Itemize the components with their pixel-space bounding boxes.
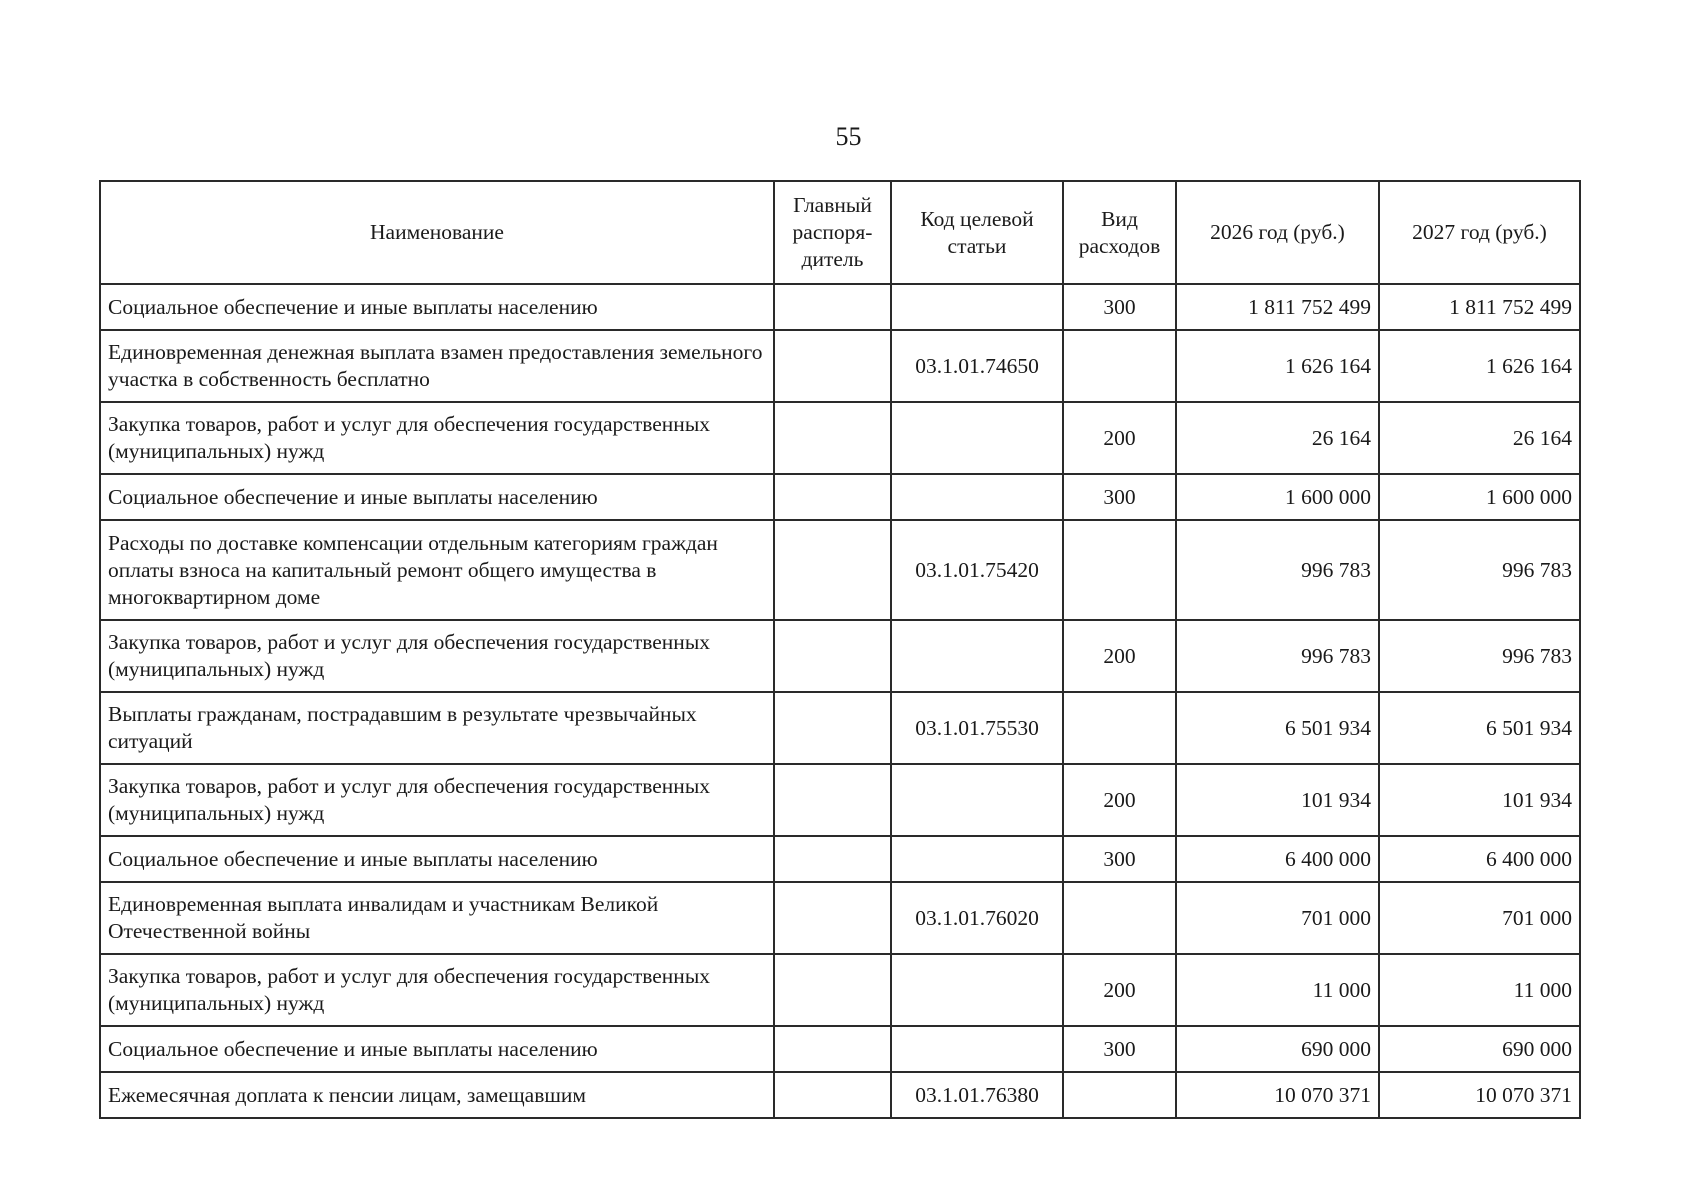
cell-type [1063, 520, 1176, 620]
cell-2027: 11 000 [1379, 954, 1580, 1026]
cell-2027: 1 811 752 499 [1379, 284, 1580, 330]
cell-manager [774, 1072, 891, 1118]
cell-code: 03.1.01.75420 [891, 520, 1063, 620]
cell-code [891, 284, 1063, 330]
cell-2027: 26 164 [1379, 402, 1580, 474]
table-header-row [100, 181, 1580, 284]
cell-2027: 701 000 [1379, 882, 1580, 954]
table-row [100, 474, 1580, 520]
cell-name: Закупка товаров, работ и услуг для обеспечения государственных (муниципальных) нужд [100, 620, 774, 692]
cell-2026: 6 400 000 [1176, 836, 1379, 882]
cell-2026: 996 783 [1176, 520, 1379, 620]
cell-2026: 26 164 [1176, 402, 1379, 474]
cell-code: 03.1.01.74650 [891, 330, 1063, 402]
cell-2027: 1 600 000 [1379, 474, 1580, 520]
cell-2027: 101 934 [1379, 764, 1580, 836]
cell-manager [774, 330, 891, 402]
table-row [100, 954, 1580, 1026]
cell-type: 200 [1063, 620, 1176, 692]
cell-type: 200 [1063, 764, 1176, 836]
page-number: 55 [835, 122, 862, 151]
cell-2026: 101 934 [1176, 764, 1379, 836]
cell-manager [774, 520, 891, 620]
cell-code [891, 1026, 1063, 1072]
cell-2026: 690 000 [1176, 1026, 1379, 1072]
table-row [100, 882, 1580, 954]
table-row [100, 520, 1580, 620]
cell-code: 03.1.01.75530 [891, 692, 1063, 764]
budget-table [99, 180, 1581, 1119]
cell-name: Закупка товаров, работ и услуг для обеспечения государственных (муниципальных) нужд [100, 954, 774, 1026]
cell-type: 200 [1063, 402, 1176, 474]
cell-code [891, 402, 1063, 474]
cell-name: Единовременная выплата инвалидам и участникам Великой Отечественной войны [100, 882, 774, 954]
cell-type [1063, 1072, 1176, 1118]
cell-code: 03.1.01.76380 [891, 1072, 1063, 1118]
cell-2026: 996 783 [1176, 620, 1379, 692]
header-code: Код целевой статьи [891, 181, 1063, 284]
cell-2026: 1 626 164 [1176, 330, 1379, 402]
cell-2026: 701 000 [1176, 882, 1379, 954]
cell-code [891, 954, 1063, 1026]
header-year-2026: 2026 год (руб.) [1176, 181, 1379, 284]
cell-type: 300 [1063, 836, 1176, 882]
table-row [100, 836, 1580, 882]
table-body [100, 284, 1580, 1118]
cell-manager [774, 284, 891, 330]
cell-type: 300 [1063, 284, 1176, 330]
cell-type: 300 [1063, 1026, 1176, 1072]
cell-manager [774, 620, 891, 692]
cell-2026: 11 000 [1176, 954, 1379, 1026]
cell-manager [774, 954, 891, 1026]
cell-manager [774, 764, 891, 836]
cell-code [891, 620, 1063, 692]
cell-name: Социальное обеспечение и иные выплаты населению [100, 1026, 774, 1072]
cell-2026: 6 501 934 [1176, 692, 1379, 764]
cell-2026: 10 070 371 [1176, 1072, 1379, 1118]
cell-manager [774, 402, 891, 474]
cell-2027: 6 400 000 [1379, 836, 1580, 882]
cell-2027: 6 501 934 [1379, 692, 1580, 764]
cell-name: Закупка товаров, работ и услуг для обеспечения государственных (муниципальных) нужд [100, 764, 774, 836]
header-type: Вид расходов [1063, 181, 1176, 284]
cell-2027: 996 783 [1379, 620, 1580, 692]
cell-type [1063, 330, 1176, 402]
cell-manager [774, 692, 891, 764]
cell-2027: 1 626 164 [1379, 330, 1580, 402]
table-row [100, 330, 1580, 402]
cell-manager [774, 474, 891, 520]
cell-type: 200 [1063, 954, 1176, 1026]
cell-name: Ежемесячная доплата к пенсии лицам, замещавшим [100, 1072, 774, 1118]
cell-2027: 996 783 [1379, 520, 1580, 620]
cell-type: 300 [1063, 474, 1176, 520]
cell-name: Выплаты гражданам, пострадавшим в результате чрезвычайных ситуаций [100, 692, 774, 764]
table-row [100, 284, 1580, 330]
table-row [100, 1072, 1580, 1118]
table-row [100, 692, 1580, 764]
header-year-2027: 2027 год (руб.) [1379, 181, 1580, 284]
cell-name: Социальное обеспечение и иные выплаты населению [100, 284, 774, 330]
cell-2027: 690 000 [1379, 1026, 1580, 1072]
cell-2026: 1 811 752 499 [1176, 284, 1379, 330]
cell-type [1063, 882, 1176, 954]
cell-code [891, 764, 1063, 836]
cell-manager [774, 882, 891, 954]
table-row [100, 1026, 1580, 1072]
cell-name: Единовременная денежная выплата взамен предоставления земельного участка в собственность бесплатно [100, 330, 774, 402]
cell-name: Социальное обеспечение и иные выплаты населению [100, 836, 774, 882]
cell-2027: 10 070 371 [1379, 1072, 1580, 1118]
cell-2026: 1 600 000 [1176, 474, 1379, 520]
cell-code [891, 836, 1063, 882]
header-manager: Главный распоря-дитель [774, 181, 891, 284]
table-row [100, 620, 1580, 692]
cell-code: 03.1.01.76020 [891, 882, 1063, 954]
cell-type [1063, 692, 1176, 764]
cell-name: Социальное обеспечение и иные выплаты населению [100, 474, 774, 520]
header-name: Наименование [100, 181, 774, 284]
cell-name: Расходы по доставке компенсации отдельным категориям граждан оплаты взноса на капитальный ремонт общего имущества в многоквартирном доме [100, 520, 774, 620]
cell-manager [774, 1026, 891, 1072]
cell-name: Закупка товаров, работ и услуг для обеспечения государственных (муниципальных) нужд [100, 402, 774, 474]
cell-manager [774, 836, 891, 882]
cell-code [891, 474, 1063, 520]
table-row [100, 764, 1580, 836]
table-row [100, 402, 1580, 474]
